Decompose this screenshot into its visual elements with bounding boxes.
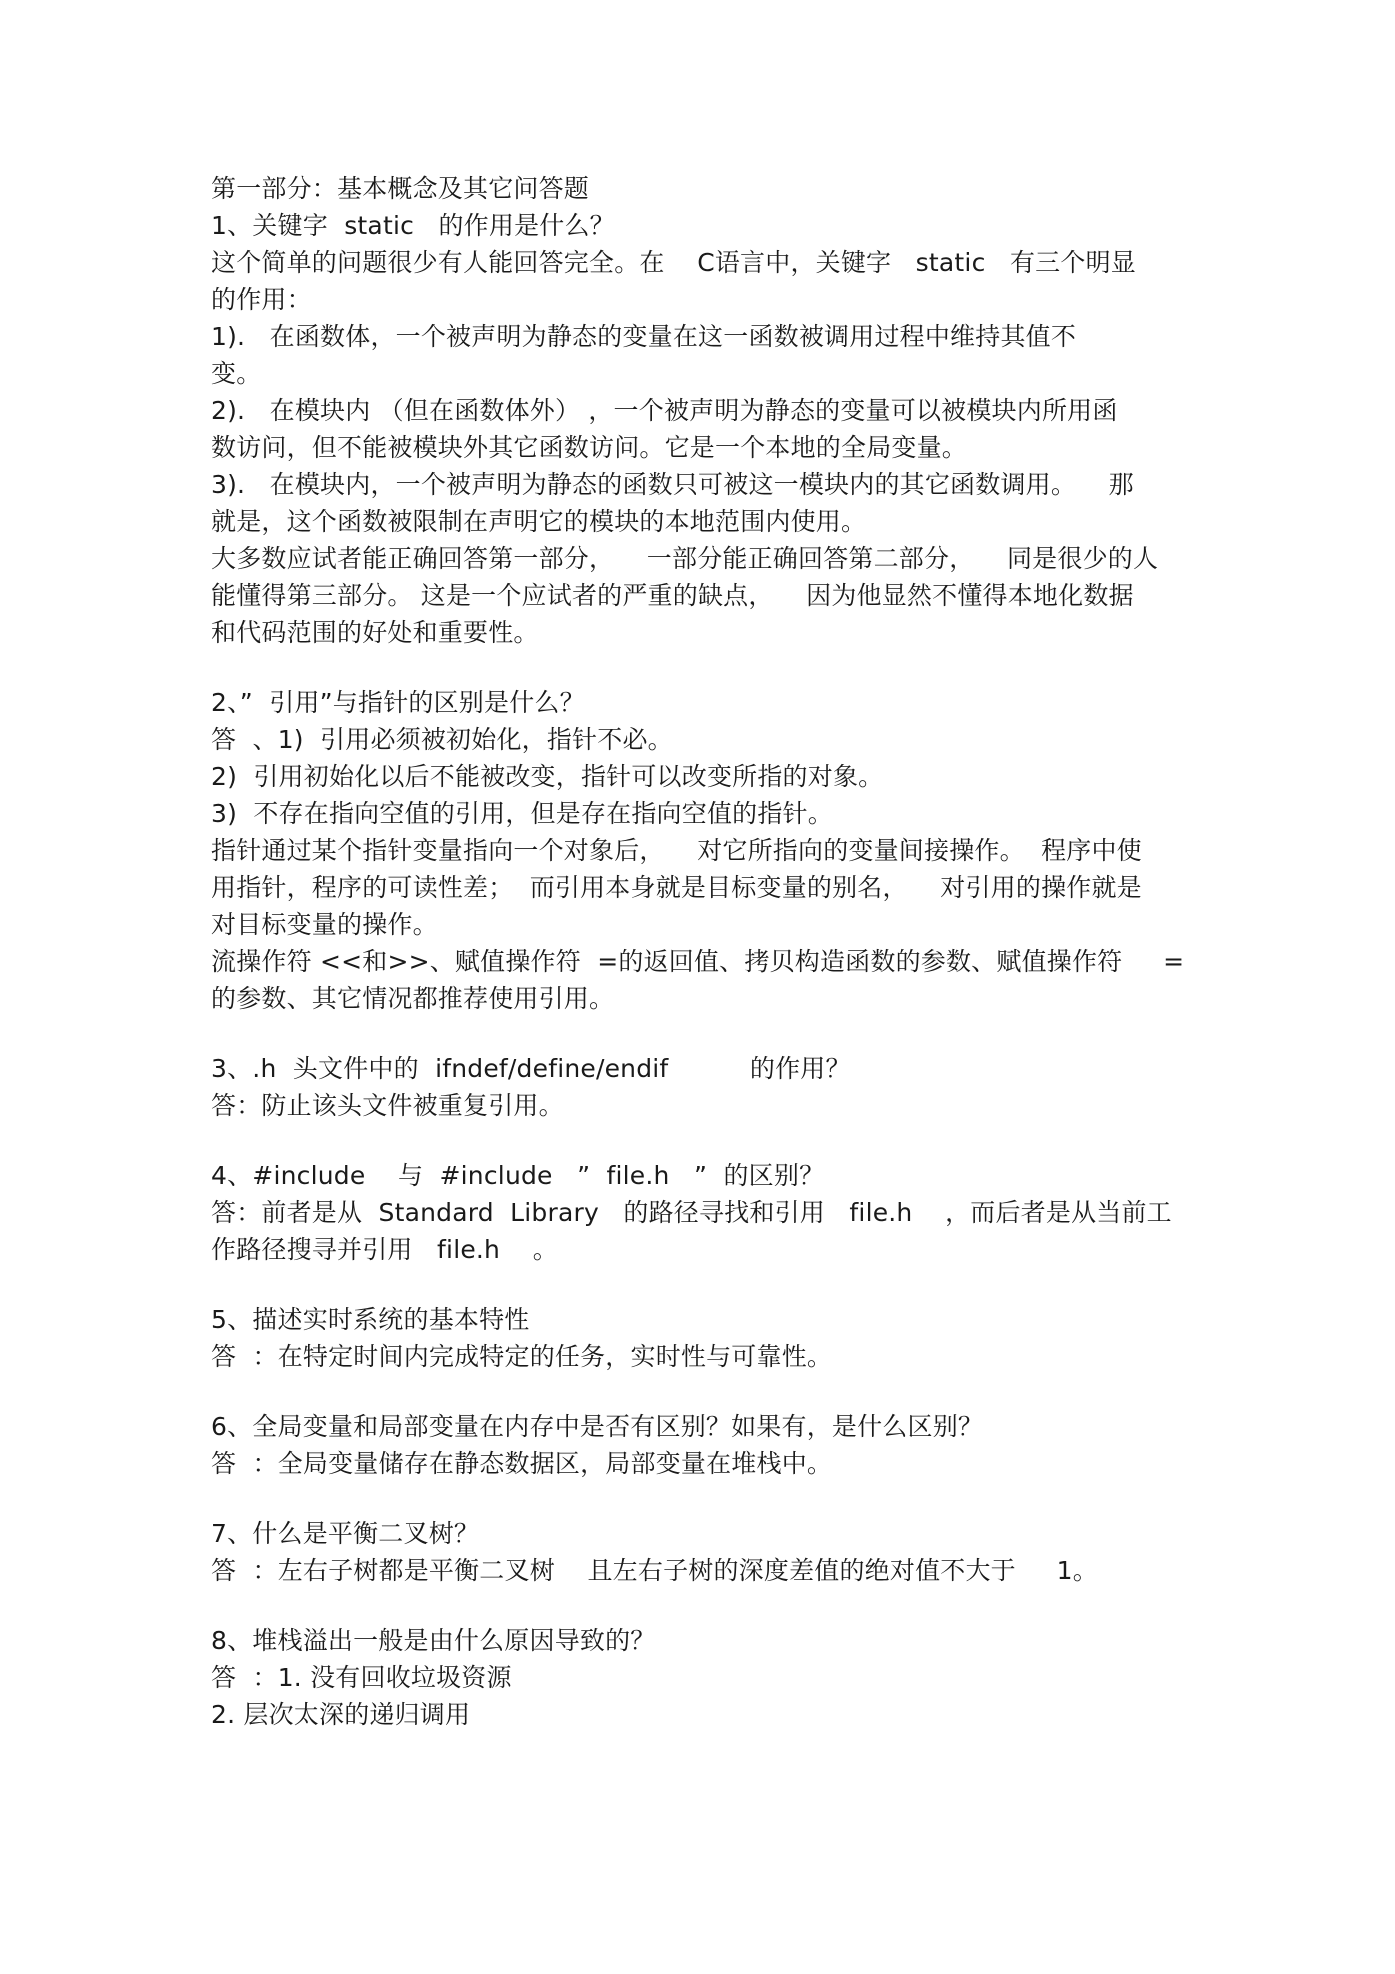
text-line: 答：前者是从 Standard Library 的路径寻找和引用 file.h ，而后者是从当前工 — [211, 1198, 1172, 1227]
text-line: 2. 层次太深的递归调用 — [211, 1700, 471, 1729]
text-line: 1). 在函数体，一个被声明为静态的变量在这一函数被调用过程中维持其值不 — [211, 322, 1077, 351]
text-line: 流操作符 <<和>>、赋值操作符 =的返回值、拷贝构造函数的参数、赋值操作符 = — [211, 947, 1185, 976]
text-line: 2) 引用初始化以后不能被改变，指针可以改变所指的对象。 — [211, 762, 884, 791]
document-body — [211, 170, 1191, 1733]
text-line: 变。 — [211, 359, 262, 388]
text-line: 这个简单的问题很少有人能回答完全。在 C语言中，关键字 static 有三个明显 — [211, 248, 1136, 277]
text-line: 的参数、其它情况都推荐使用引用。 — [211, 984, 615, 1013]
text-line: 答 ：左右子树都是平衡二叉树 且左右子树的深度差值的绝对值不大于 1。 — [211, 1556, 1098, 1585]
text-line: 8、堆栈溢出一般是由什么原因导致的？ — [211, 1626, 656, 1655]
text-line: 数访问，但不能被模块外其它函数访问。它是一个本地的全局变量。 — [211, 433, 968, 462]
paragraph-gap — [211, 651, 1191, 684]
text-line: 答 ：在特定时间内完成特定的任务，实时性与可靠性。 — [211, 1342, 833, 1371]
paragraph-gap — [211, 1375, 1191, 1408]
text-line: 答 、1) 引用必须被初始化，指针不必。 — [211, 725, 673, 754]
text-line: 3) 不存在指向空值的引用，但是存在指向空值的指针。 — [211, 799, 833, 828]
text-line: 对目标变量的操作。 — [211, 910, 438, 939]
text-line: 5、描述实时系统的基本特性 — [211, 1305, 530, 1334]
text-line: 答 ：全局变量储存在静态数据区，局部变量在堆栈中。 — [211, 1449, 833, 1478]
text-line: 1、关键字 static 的作用是什么？ — [211, 211, 615, 240]
paragraph-gap — [211, 1482, 1191, 1515]
text-line: 答 ：1. 没有回收垃圾资源 — [211, 1663, 512, 1692]
text-line: 6、全局变量和局部变量在内存中是否有区别？如果有，是什么区别？ — [211, 1412, 984, 1441]
text-line: 用指针，程序的可读性差； 而引用本身就是目标变量的别名， 对引用的操作就是 — [211, 873, 1142, 902]
paragraph-gap — [211, 1124, 1191, 1157]
text-line: 答：防止该头文件被重复引用。 — [211, 1091, 564, 1120]
paragraph-gap — [211, 1268, 1191, 1301]
text-line: 3). 在模块内，一个被声明为静态的函数只可被这一模块内的其它函数调用。 那 — [211, 470, 1134, 499]
text-line: 2、” 引用”与指针的区别是什么？ — [211, 688, 585, 717]
text-line: 大多数应试者能正确回答第一部分， 一部分能正确回答第二部分， 同是很少的人 — [211, 544, 1159, 573]
text-line: 4、#include 与 #include ” file.h ” 的区别？ — [211, 1161, 825, 1190]
text-line: 就是，这个函数被限制在声明它的模块的本地范围内使用。 — [211, 507, 867, 536]
text-line: 作路径搜寻并引用 file.h 。 — [211, 1235, 558, 1264]
text-line: 能懂得第三部分。 这是一个应试者的严重的缺点， 因为他显然不懂得本地化数据 — [211, 581, 1134, 610]
text-line: 的作用： — [211, 285, 312, 314]
paragraph-gap — [211, 1017, 1191, 1050]
text-line: 2). 在模块内 （但在函数体外） ，一个被声明为静态的变量可以被模块内所用函 — [211, 396, 1118, 425]
text-line: 和代码范围的好处和重要性。 — [211, 618, 539, 647]
paragraph-gap — [211, 1589, 1191, 1622]
text-line: 指针通过某个指针变量指向一个对象后， 对它所指向的变量间接操作。 程序中使 — [211, 836, 1142, 865]
text-line: 第一部分：基本概念及其它问答题 — [211, 174, 590, 203]
text-line: 7、什么是平衡二叉树？ — [211, 1519, 480, 1548]
text-line: 3、.h 头文件中的 ifndef/define/endif 的作用？ — [211, 1054, 851, 1083]
